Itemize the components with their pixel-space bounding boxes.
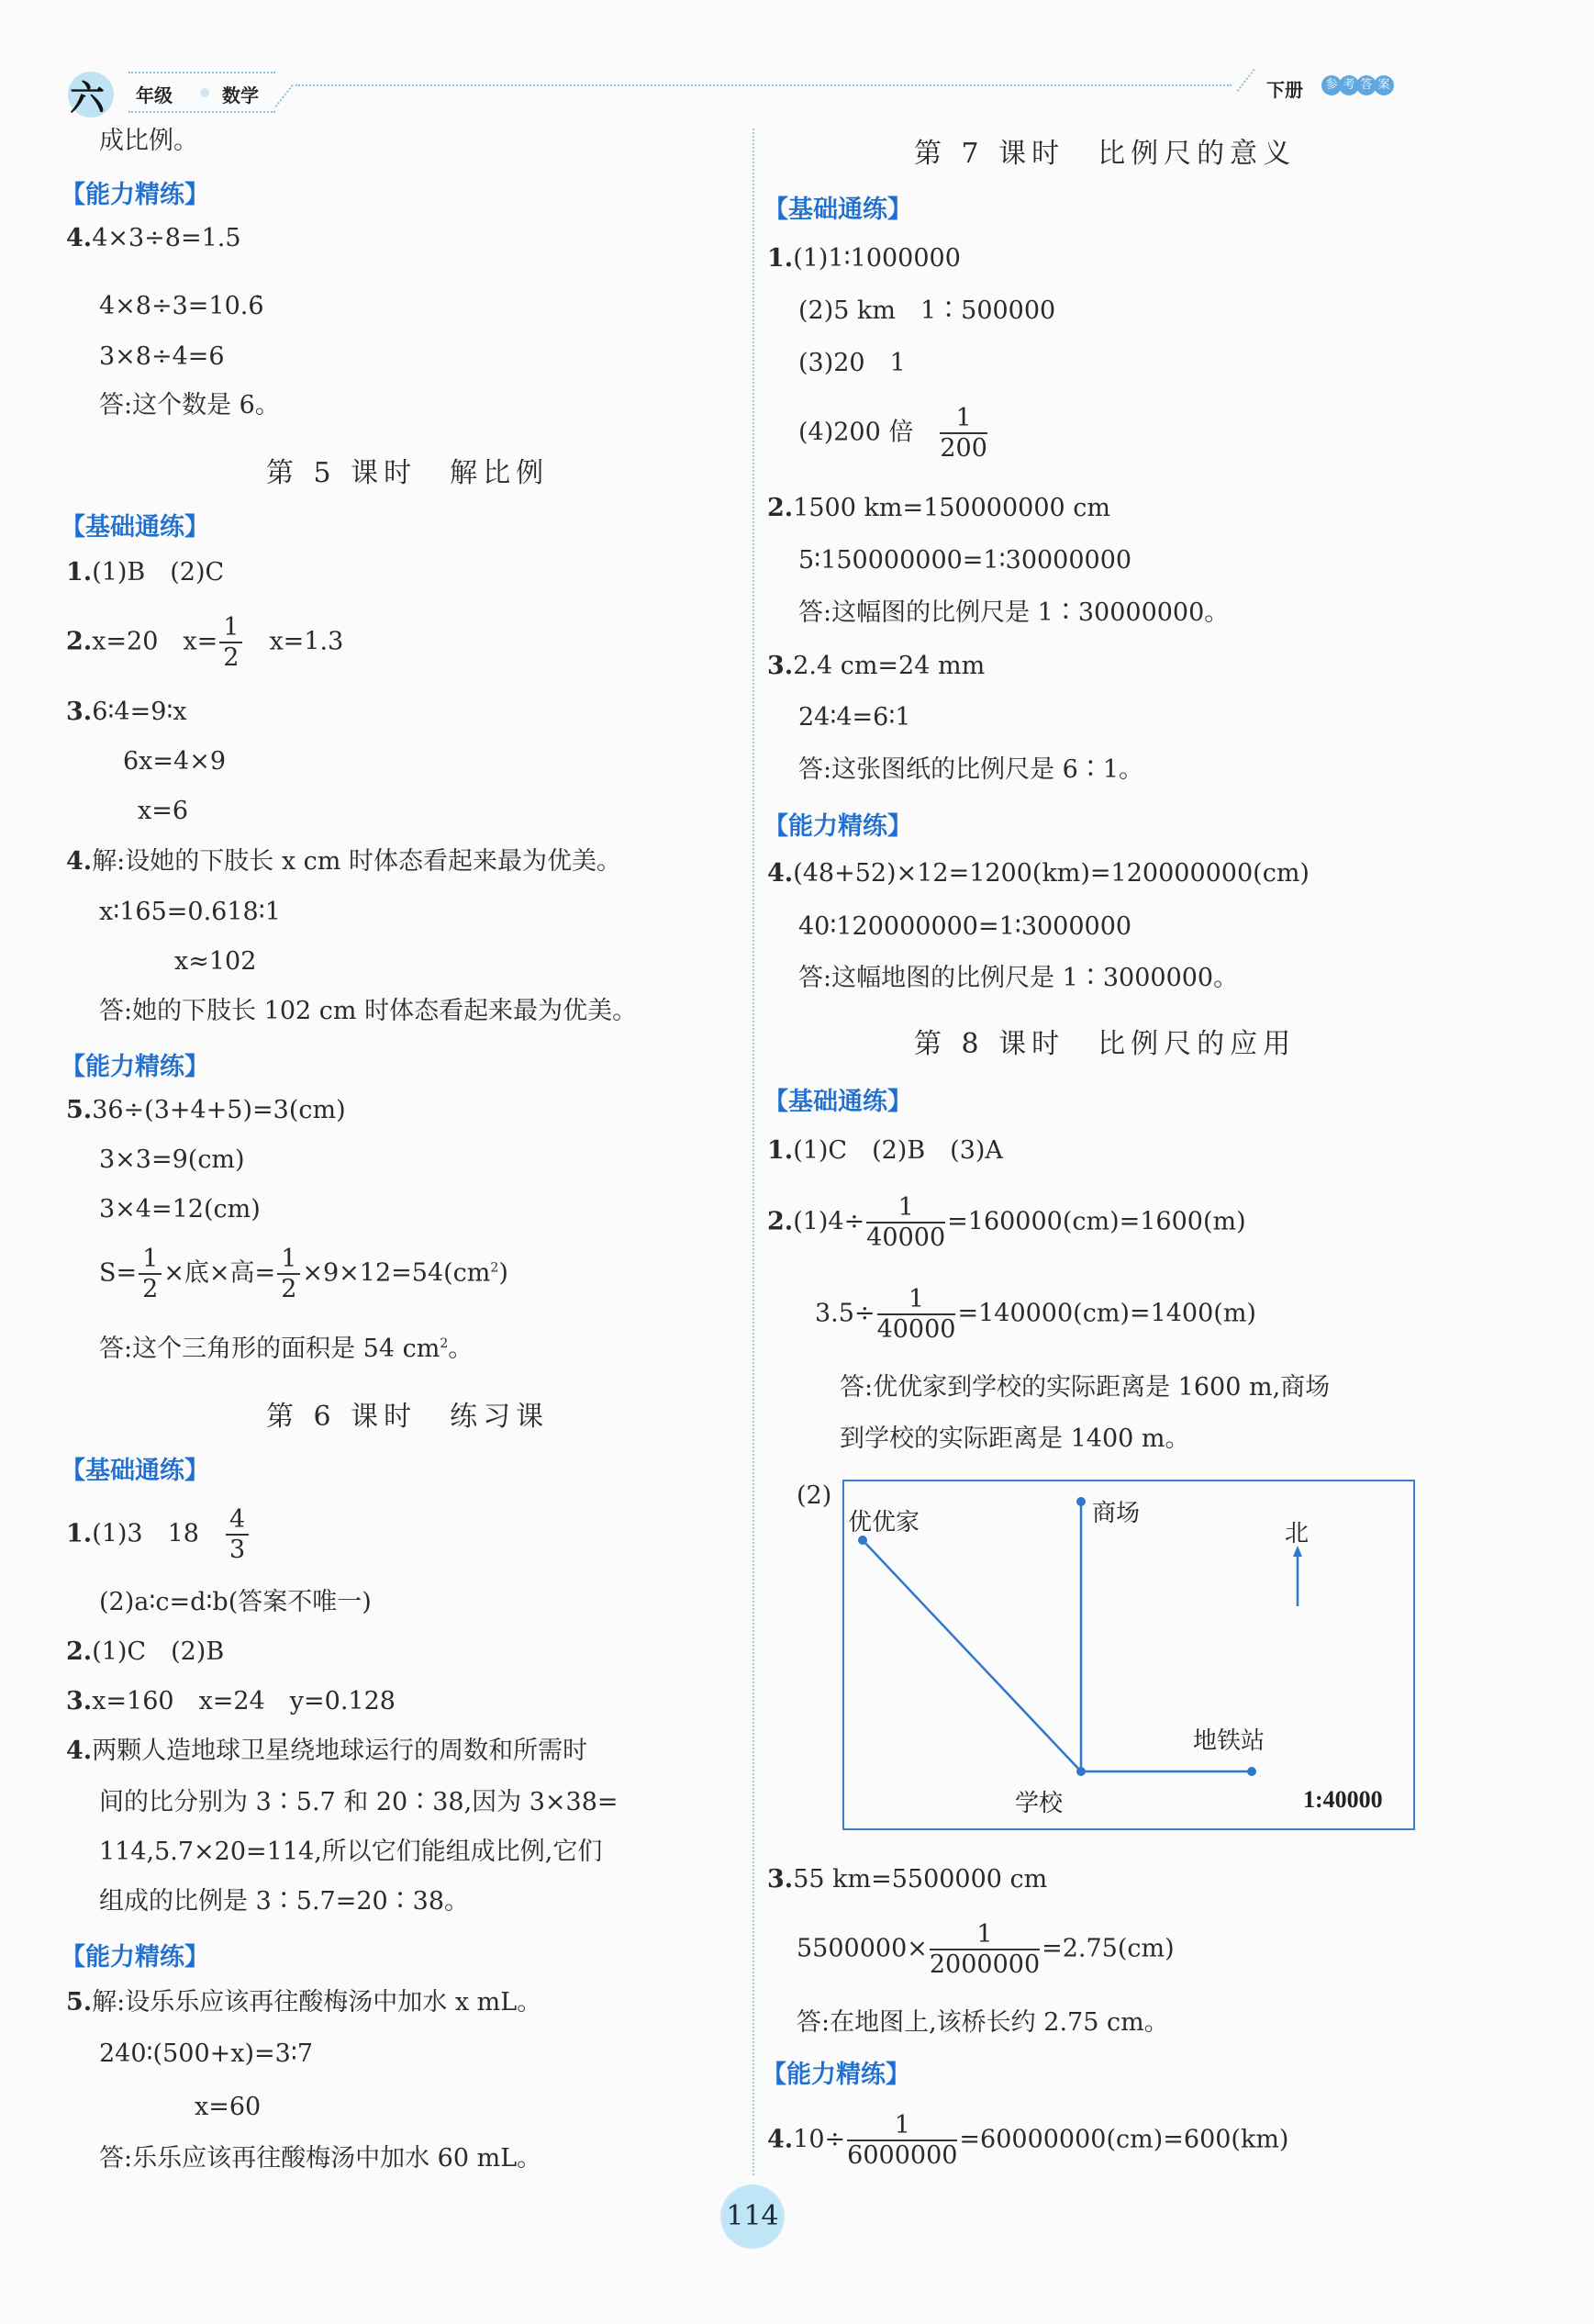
label-home: 优优家 [848, 1509, 920, 1536]
answer-text: 答:这个三角形的面积是 54 cm [99, 1335, 440, 1363]
map-lines [844, 1481, 1413, 1828]
question-number: 3. [66, 698, 93, 726]
text-line: 间的比分别为 3∶5.7 和 20∶38,因为 3×38= [99, 1788, 619, 1816]
answer-text: (1)C (2)B [92, 1637, 225, 1666]
question-3 [66, 1689, 396, 1714]
fraction [877, 1285, 956, 1344]
numerator: 1 [930, 1920, 1040, 1950]
badge-char: 答 [1356, 75, 1377, 95]
fraction [930, 1920, 1040, 1979]
question-number: 3. [767, 652, 794, 680]
map-diagram [842, 1480, 1415, 1830]
fraction [226, 1505, 249, 1564]
volume-label: 下册 [1266, 79, 1303, 101]
answer-text: 答:这幅图的比例尺是 1∶30000000。 [798, 598, 1230, 627]
answer-text: (2)a∶c=d∶b(答案不唯一) [99, 1588, 372, 1616]
header-dotline-top [128, 72, 275, 73]
question-5 [66, 1098, 346, 1123]
equation: ×9×12=54(cm [302, 1258, 491, 1288]
answer-text: (4)200 倍 [798, 418, 914, 447]
numerator: 1 [877, 1285, 956, 1315]
badge-char: 案 [1374, 75, 1394, 95]
equation: 4×3÷8=1.5 [92, 224, 241, 252]
grade-char: 六 [70, 78, 106, 118]
question-number: 4. [66, 224, 93, 252]
equation: x=20 [92, 627, 159, 656]
denominator: 2000000 [929, 1950, 1041, 1980]
question-number: 4. [767, 2125, 794, 2154]
denominator: 200 [940, 434, 987, 464]
equation: 10÷ [793, 2125, 846, 2154]
equation: 6∶4=9∶x [92, 698, 187, 726]
question-5 [66, 1990, 541, 2015]
question-number: 1. [66, 1519, 93, 1548]
question-number: 5. [66, 1096, 93, 1124]
question-number: 4. [767, 859, 794, 888]
equation: 3×3=9(cm) [99, 1145, 245, 1174]
answer-text: 答:优优家到学校的实际距离是 1600 m,商场 [840, 1373, 1331, 1402]
text-line: 成比例。 [99, 127, 198, 155]
equation [797, 1920, 1175, 1979]
question-number: 1. [66, 558, 93, 587]
page-number: 114 [720, 2184, 785, 2249]
question-number: 4. [66, 847, 93, 876]
section-heading: 【能力精练】 [61, 1053, 209, 1081]
fraction [940, 404, 987, 463]
question-number: 3. [767, 1865, 794, 1894]
equation: =60000000(cm)=600(km) [959, 2125, 1289, 2154]
section-heading: 【能力精练】 [764, 812, 912, 841]
lesson-title: 第 5 课时 解比例 [266, 457, 550, 489]
column-divider [752, 128, 754, 2175]
question-4 [767, 861, 1310, 886]
question-1 [66, 1505, 251, 1564]
denominator: 2 [223, 643, 240, 673]
lesson-title: 第 7 课时 比例尺的意义 [914, 138, 1297, 170]
question-2 [66, 1639, 224, 1664]
equation: 6x=4×9 [123, 747, 227, 776]
badge-char: 参 [1321, 75, 1342, 95]
badge-char: 考 [1339, 75, 1359, 95]
equation: x∶165=0.618∶1 [99, 898, 281, 926]
numerator: 1 [219, 613, 242, 643]
header-dotline-bottom [128, 111, 275, 113]
question-number: 2. [767, 1207, 794, 1236]
question-number: 3. [66, 1687, 93, 1715]
fraction: $\frac{1}{2}$ [139, 1245, 162, 1303]
equation: 36÷(3+4+5)=3(cm) [92, 1096, 346, 1124]
section-heading: 【基础通练】 [61, 513, 209, 542]
section-heading: 【能力精练】 [61, 181, 209, 209]
question-3 [66, 699, 187, 724]
equation: 4×8÷3=10.6̇ [99, 292, 264, 320]
answer-text: 。 [448, 1335, 474, 1363]
equation: =2.75(cm) [1042, 1934, 1175, 1963]
text-line: 解:设她的下肢长 x cm 时体态看起来最为优美。 [92, 847, 621, 876]
equation: 24∶4=6∶1 [798, 703, 911, 732]
part-label: (2) [797, 1481, 832, 1510]
question-4 [767, 2111, 1288, 2170]
equation: 2.4 cm=24 mm [793, 652, 986, 680]
answer-text: (3)20 1 [798, 349, 906, 377]
answer-text: (1)C (2)B (3)A [793, 1136, 1003, 1165]
question-number: 2. [767, 494, 794, 522]
text-line: 组成的比例是 3∶5.7=20∶38。 [99, 1887, 470, 1916]
numerator: 1 [940, 404, 987, 434]
equation: x=1.3 [269, 627, 344, 656]
answer-text: 答:这幅地图的比例尺是 1∶3000000。 [798, 964, 1239, 992]
answer-text: 答:这个数是 6。 [99, 391, 280, 419]
question-4 [66, 226, 241, 251]
answer-text: (2)5 km 1∶500000 [798, 296, 1056, 325]
header-slash-right [1235, 69, 1254, 93]
equation: x≈102 [174, 947, 257, 976]
answer-text: (1)B (2)C [92, 558, 225, 587]
equation: (48+52)×12=1200(km)=120000000(cm) [793, 859, 1310, 888]
equation: 3×8÷4=6 [99, 342, 225, 371]
numerator: 4 [226, 1505, 249, 1536]
section-heading: 【基础通练】 [764, 196, 912, 224]
question-number: 2. [66, 627, 93, 656]
answer-text: 答:这个三角形的面积是 54 $cm^2$。 [99, 1335, 474, 1363]
equation: x=60 [195, 2093, 262, 2121]
scale-label: 1:40000 [1303, 1786, 1383, 1813]
equation: 1500 km=150000000 cm [793, 494, 1110, 522]
denominator: 6000000 [847, 2141, 958, 2171]
numerator: 1 [866, 1193, 945, 1223]
text-line: 解:设乐乐应该再往酸梅汤中加水 x mL。 [92, 1988, 542, 2017]
question-3 [767, 1867, 1047, 1892]
question-2 [767, 496, 1110, 520]
equation: x= [183, 627, 218, 656]
north-arrow-label: 北 [1285, 1520, 1310, 1547]
answer-text: (1)1∶1000000 [793, 244, 961, 273]
answer-text: 答:她的下肢长 102 cm 时体态看起来最为优美。 [99, 997, 638, 1025]
answer-badge [1321, 75, 1391, 95]
question-2 [767, 1193, 1246, 1252]
question-1 [767, 1138, 1003, 1163]
denominator: 40000 [866, 1223, 946, 1253]
numerator: 1 [847, 2111, 957, 2141]
label-subway: 地铁站 [1193, 1727, 1265, 1755]
fraction [219, 613, 242, 672]
section-heading: 【基础通练】 [764, 1088, 912, 1116]
lesson-title: 第 6 课时 练习课 [266, 1401, 550, 1433]
question-number: 5. [66, 1988, 93, 2017]
equation: 40∶120000000=1∶3000000 [798, 912, 1132, 941]
question-number: 1. [767, 1136, 794, 1165]
text-line: 114,5.7×20=114,所以它们能组成比例,它们 [99, 1838, 603, 1866]
equation: 3×4=12(cm) [99, 1195, 261, 1223]
label-mall: 商场 [1092, 1500, 1141, 1527]
equation [815, 1285, 1256, 1344]
answer-text [798, 404, 989, 463]
equation: =140000(cm)=1400(m) [957, 1299, 1256, 1328]
answer-text: 答:在地图上,该桥长约 2.75 cm。 [797, 2008, 1169, 2037]
section-heading: 【能力精练】 [762, 2061, 910, 2089]
question-number: 1. [767, 244, 794, 273]
equation: 3.5÷ [815, 1299, 875, 1328]
equation: x=6 [138, 797, 189, 825]
equation: 55 km=5500000 cm [793, 1865, 1048, 1894]
text-line: 两颗人造地球卫星绕地球运行的周数和所需时 [92, 1737, 588, 1765]
question-4 [66, 1738, 587, 1763]
header-dot [200, 88, 209, 97]
answer-text: 到学校的实际距离是 1400 m。 [840, 1425, 1190, 1453]
equation: (1)4÷ [793, 1207, 865, 1236]
equation: 5∶150000000=1∶30000000 [798, 546, 1132, 575]
answer-text: 答:乐乐应该再往酸梅汤中加水 60 mL。 [99, 2144, 542, 2173]
question-4 [66, 849, 621, 874]
lesson-title: 第 8 课时 比例尺的应用 [914, 1028, 1297, 1060]
label-school: 学校 [1015, 1790, 1064, 1817]
answer-text: 答:这张图纸的比例尺是 6∶1。 [798, 755, 1144, 784]
question-1 [767, 246, 961, 271]
answer-text: (1)3 18 [92, 1519, 199, 1548]
equation: ) [498, 1258, 508, 1288]
question-number: 2. [66, 1637, 93, 1666]
subject-label: 数学 [222, 84, 259, 106]
section-heading: 【能力精练】 [61, 1943, 209, 1972]
equation: 240∶(500+x)=3∶7 [99, 2039, 314, 2068]
denominator: 40000 [876, 1315, 956, 1345]
header-long-dotline [295, 84, 1232, 86]
fraction [847, 2111, 957, 2170]
grade-label: 年级 [136, 84, 173, 106]
question-3 [767, 654, 985, 678]
equation: 5500000× [797, 1934, 928, 1963]
equation: S= [99, 1258, 138, 1288]
header-slash [273, 84, 293, 108]
fraction [866, 1193, 945, 1252]
fraction: $\frac{1}{2}$ [277, 1245, 300, 1303]
area-formula: S= $\frac{1}{2}$ ×底×高= $\frac{1}{2}$ $\times 9\times 12=54(cm^2)$ [99, 1245, 508, 1304]
question-1 [66, 560, 224, 585]
denominator: 3 [229, 1536, 246, 1565]
equation: =160000(cm)=1600(m) [947, 1207, 1246, 1236]
answer-text: x=160 x=24 y=0.128 [92, 1687, 396, 1715]
question-number: 4. [66, 1737, 93, 1765]
section-heading: 【基础通练】 [61, 1457, 209, 1485]
question-2 [66, 613, 343, 672]
equation: ×底×高= [163, 1258, 276, 1288]
